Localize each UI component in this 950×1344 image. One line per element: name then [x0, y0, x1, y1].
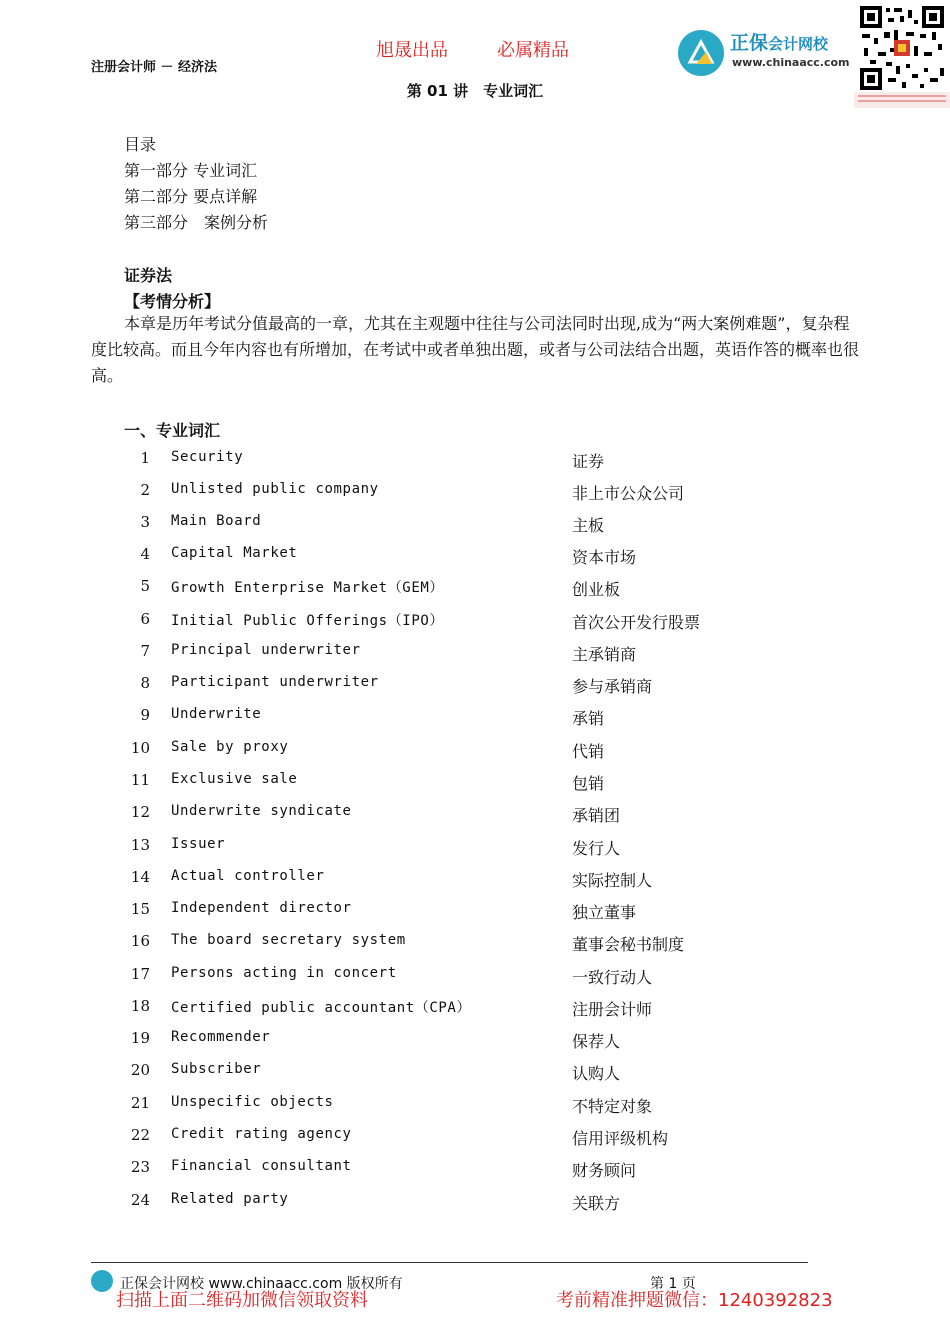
vocab-row: 13 Issuer 发行人	[130, 836, 621, 858]
section-title: 证券法	[124, 266, 173, 285]
vocab-row: 24 Related party 关联方	[130, 1191, 621, 1213]
vocab-row: 3 Main Board 主板	[140, 513, 605, 535]
vocab-row: 11 Exclusive sale 包销	[130, 771, 605, 793]
toc-item: 第一部分 专业词汇	[124, 161, 258, 180]
logo-url: www.chinaacc.com	[732, 56, 850, 69]
overlay-wechat: 考前精准押题微信：1240392823	[556, 1290, 833, 1311]
vocab-row: 20 Subscriber 认购人	[130, 1061, 621, 1083]
analysis-paragraph: 本章是历年考试分值最高的一章，尤其在主观题中往往与公司法同时出现,成为“两大案例难题”，复杂程度比较高。而且今年内容也有所增加，在考试中或者单独出题，或者与公司法结合出题，英语作答的概率也很高。	[91, 314, 860, 385]
toc-item: 第三部分 案例分析	[124, 213, 269, 232]
vocab-row: 18 Certified public accountant（CPA） 注册会计师	[130, 997, 653, 1019]
footer-copyright: 正保会计网校 www.chinaacc.com 版权所有	[120, 1276, 403, 1292]
vocab-row: 5 Growth Enterprise Market（GEM） 创业板	[140, 577, 621, 599]
vocab-row: 10 Sale by proxy 代销	[130, 739, 605, 761]
logo-name: 正保会计网校	[730, 32, 829, 54]
vocab-row: 1 Security 证券	[140, 449, 605, 471]
toc-item: 第二部分 要点详解	[124, 187, 258, 206]
promo-right: 必属精品	[497, 40, 569, 61]
vocab-row: 8 Participant underwriter 参与承销商	[140, 674, 653, 696]
promo-left: 旭晟出品	[376, 40, 448, 61]
overlay-qr-note: 扫描上面二维码加微信领取资料	[116, 1290, 368, 1311]
vocab-row: 4 Capital Market 资本市场	[140, 545, 637, 567]
vocab-row: 6 Initial Public Offerings（IPO） 首次公开发行股票	[140, 610, 701, 632]
course-title: 注册会计师 － 经济法	[91, 60, 218, 75]
footer-logo-icon	[91, 1270, 113, 1292]
logo-emblem-icon	[678, 30, 724, 76]
toc-title: 目录	[124, 135, 157, 154]
vocab-row: 15 Independent director 独立董事	[130, 900, 637, 922]
vocab-row: 7 Principal underwriter 主承销商	[140, 642, 637, 664]
vocab-heading: 一、专业词汇	[124, 421, 221, 440]
vocab-row: 9 Underwrite 承销	[140, 706, 605, 728]
vocab-row: 21 Unspecific objects 不特定对象	[130, 1094, 653, 1116]
vocab-row: 16 The board secretary system 董事会秘书制度	[130, 932, 685, 954]
qr-code-icon[interactable]	[858, 4, 946, 92]
vocab-row: 12 Underwrite syndicate 承销团	[130, 803, 621, 825]
vocab-row: 23 Financial consultant 财务顾问	[130, 1158, 637, 1180]
page-number: 第 1 页	[650, 1276, 696, 1292]
vocab-row: 22 Credit rating agency 信用评级机构	[130, 1126, 669, 1148]
vocab-row: 14 Actual controller 实际控制人	[130, 868, 653, 890]
lecture-title: 第 01 讲 专业词汇	[406, 82, 544, 100]
footer-divider	[91, 1262, 808, 1263]
vocab-row: 17 Persons acting in concert 一致行动人	[130, 965, 653, 987]
vocab-row: 19 Recommender 保荐人	[130, 1029, 621, 1051]
qr-caption	[854, 92, 950, 108]
brand-logo[interactable]	[678, 28, 858, 78]
vocab-row: 2 Unlisted public company 非上市公众公司	[140, 481, 685, 503]
analysis-label: 【考情分析】	[124, 292, 221, 311]
